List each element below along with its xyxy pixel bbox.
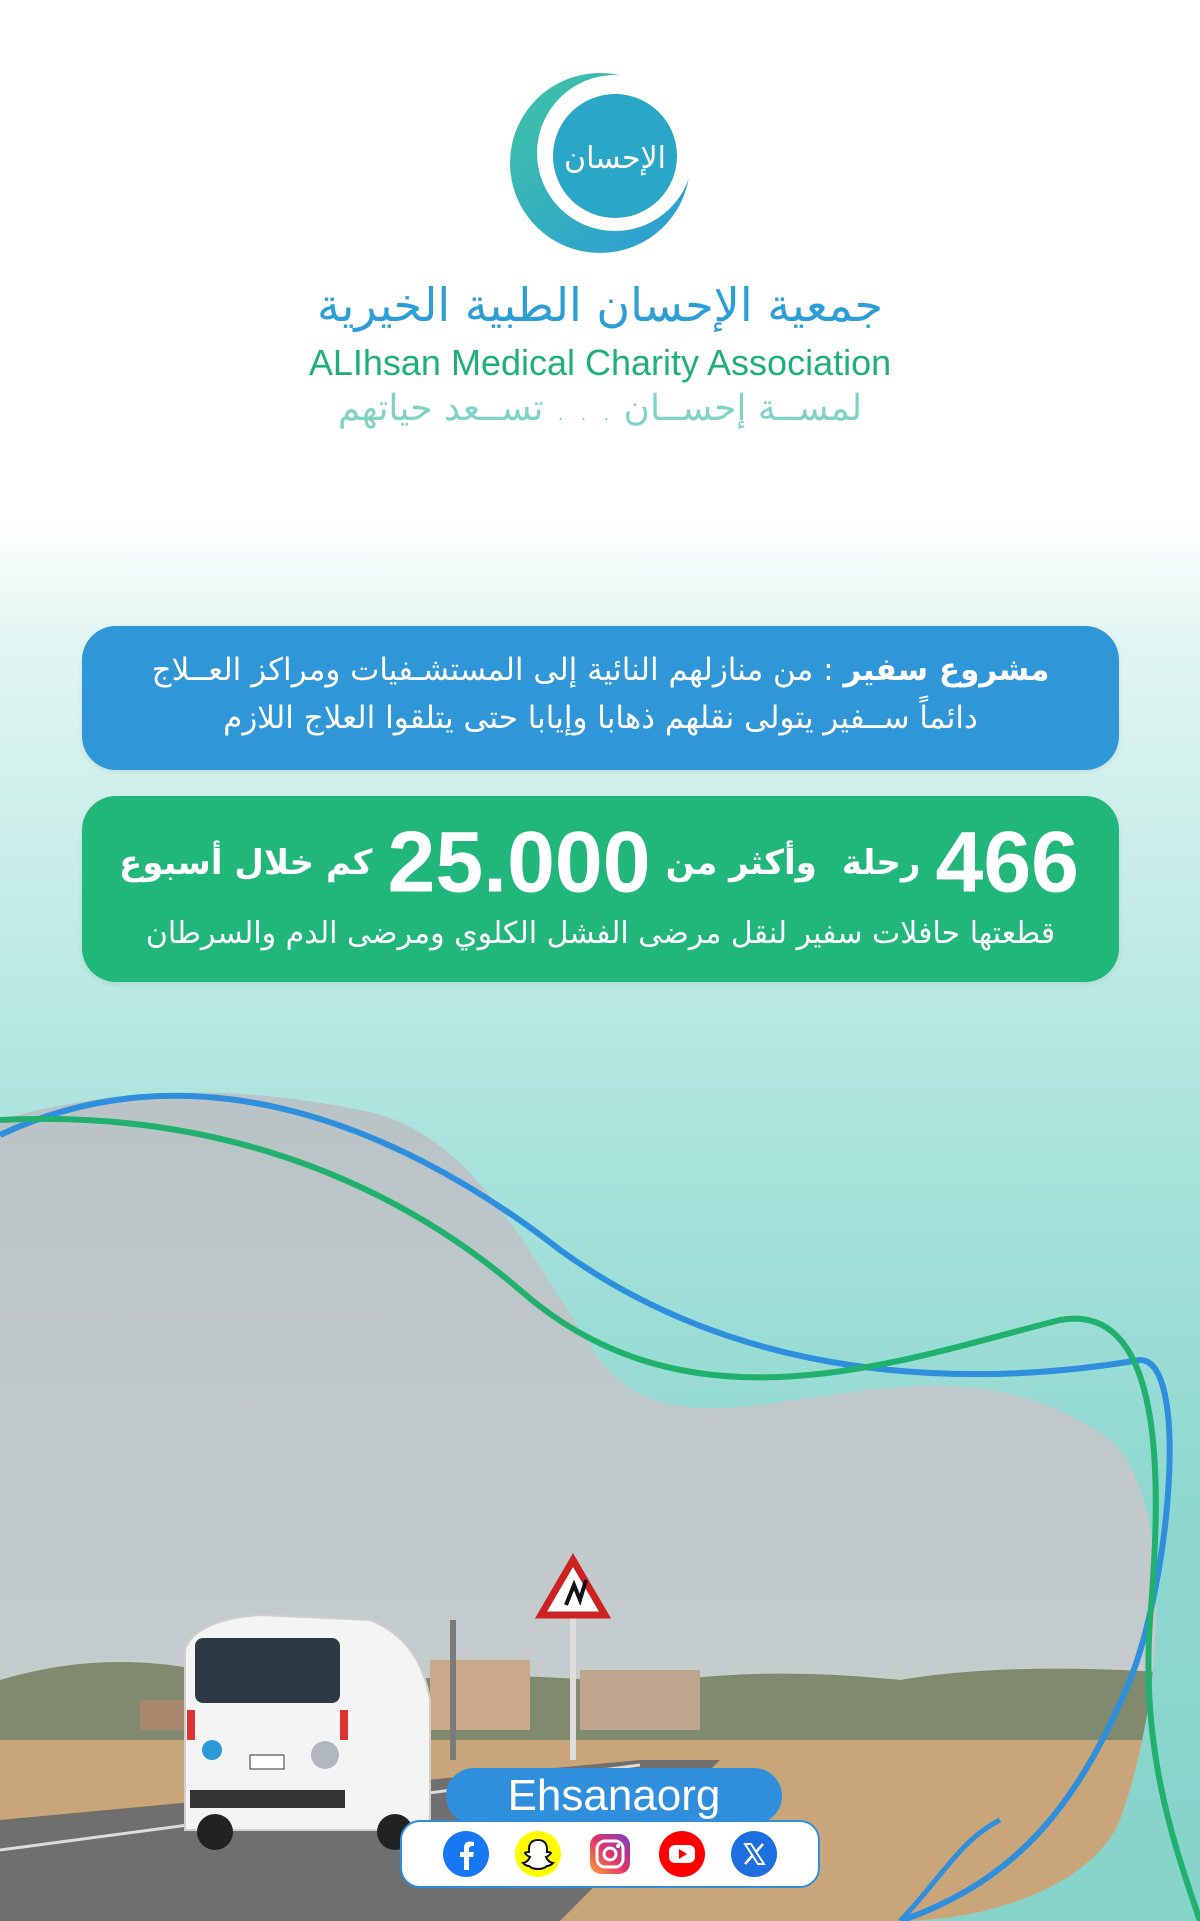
distance-label: كم خلال أسبوع — [118, 842, 373, 883]
project-card — [82, 626, 1119, 770]
stats-description: قطعتها حافلات سفير لنقل مرضى الفشل الكلوي ومرضى الدم والسرطان — [145, 916, 1056, 951]
instagram-icon[interactable] — [586, 1830, 634, 1878]
project-card-line1 — [112, 646, 1089, 694]
stats-card — [82, 796, 1119, 982]
distance-value: 25.000 — [387, 814, 651, 911]
snapchat-icon[interactable] — [514, 1830, 562, 1878]
project-title: مشروع سفير — [843, 652, 1050, 688]
social-handle[interactable]: Ehsanaorg — [446, 1768, 782, 1824]
more-than-label: وأكثر من — [665, 842, 817, 883]
org-name-english: ALIhsan Medical Charity Association — [308, 342, 892, 383]
trips-label: رحلة — [841, 842, 921, 883]
youtube-icon[interactable] — [658, 1830, 706, 1878]
project-card-line2: دائماً ســفير يتولى نقلهم ذهابا وإيابا حتى يتلقوا العلاج اللازم — [223, 700, 978, 736]
logo-calligraphy: الإحسان — [564, 141, 666, 176]
tagline: لمســة إحســان . . . تســعد حياتهم — [337, 388, 863, 429]
stats-headline — [118, 814, 1079, 911]
trips-count: 466 — [935, 814, 1079, 911]
facebook-icon[interactable] — [442, 1830, 490, 1878]
org-name-arabic: جمعية الإحسان الطبية الخيرية — [316, 278, 884, 332]
logo — [505, 68, 695, 258]
project-description: : من منازلهم النائية إلى المستشـفيات ومراكز العــلاج — [151, 652, 844, 688]
x-icon[interactable] — [730, 1830, 778, 1878]
social-icons-bar — [400, 1820, 820, 1888]
